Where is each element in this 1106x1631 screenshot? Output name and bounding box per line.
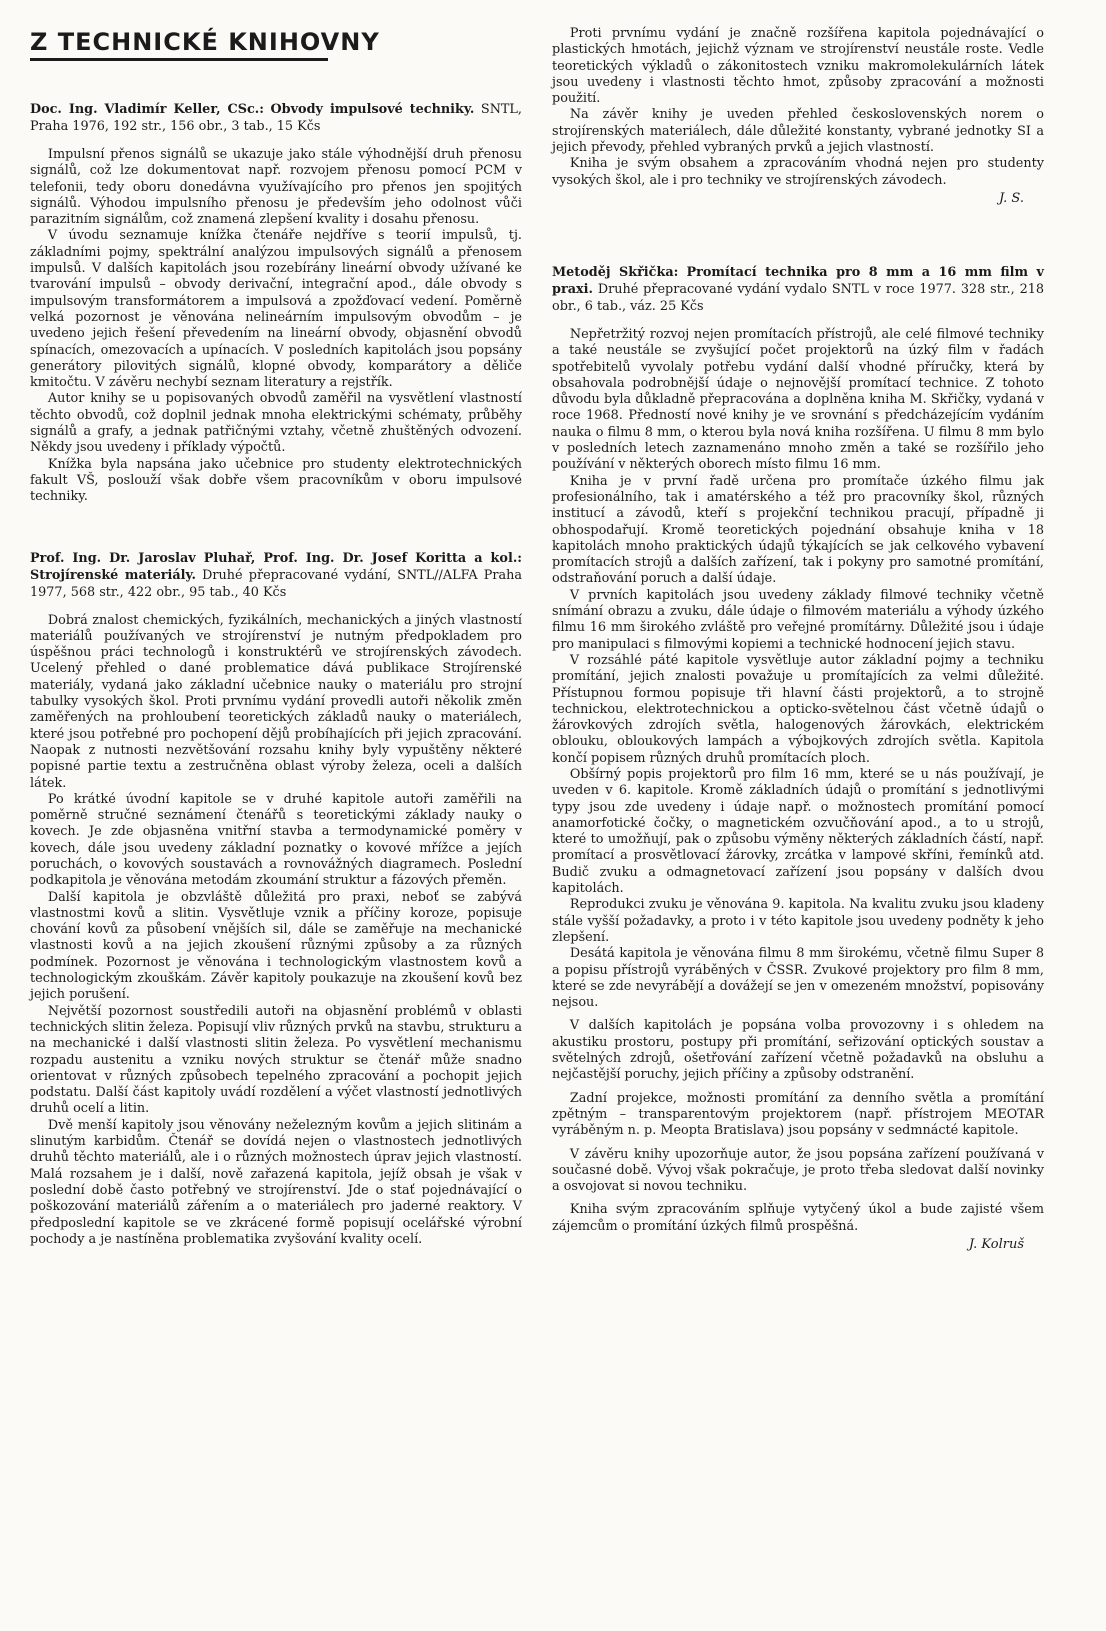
review-title: Obvody impulsové techniky.: [270, 102, 475, 117]
review-body-continued: [552, 26, 1044, 189]
review-paragraph: Další kapitola je obzvláště důležitá pro praxi, neboť se zabývá vlastnostmi kovů a slitin. Vysvětluje vznik a příčiny koroze, popisuje chování kovů za působení vnějších sil, dále se zaměřuje na mechanické vlastnosti kovů a na jejich zkoušení různými způsoby a za různých podmínek. Pozornost je věnována i technologickým vlastnostem kovů a technologickým zkouškám. Závěr kapitoly poukazuje na zkoušení kovů bez jejich porušení.: [30, 889, 522, 1003]
review-title: Strojírenské materiály.: [30, 567, 196, 583]
review-paragraph: Kniha je svým obsahem a zpracováním vhodná nejen pro studenty vysokých škol, ale i pro techniky ve strojírenských závodech.: [552, 156, 1044, 188]
review-body: [30, 613, 522, 1249]
review-paragraph: Největší pozornost soustředili autoři na objasnění problémů v oblasti technických slitin železa. Popisují vliv různých prvků na stavbu, strukturu a na mechanické i další vlastnosti slitin železa. Po vysvětlení mechanismu rozpadu austenitu a vzniku nových struktur se čtenář může snadno orientovat v různých způsobech tepelného zpracování a pochopit jejich podstatu. Další část kapitoly uvádí rozdělení a výčet vlastností jednotlivých druhů ocelí a litin.: [30, 1003, 522, 1117]
review-separator: [30, 506, 522, 550]
review-paragraph: Impulsní přenos signálů se ukazuje jako stále výhodnější druh přenosu signálů, což lze dokumentovat např. rozvojem přenosu pomocí PCM v telefonii, tedy oboru donedávna využívajícího pro přenos jen spojitých signálů. Výhodou impulsního přenosu je především jeho odolnost vůči parazitním signálům, což znamená zlepšení kvality i dosahu přenosu.: [30, 147, 522, 228]
review-signature: J. Kolruš: [968, 1237, 1024, 1252]
review-paragraph: Desátá kapitola je věnována filmu 8 mm širokému, včetně filmu Super 8 a popisu přístrojů vyráběných v ČSSR. Zvukové projektory pro film 8 mm, které se zde nevyrábějí a dovážejí se jen v omezeném množství, popisovány nejsou.: [552, 946, 1044, 1011]
section-title: Z TECHNICKÉ KNIHOVNY: [30, 28, 380, 56]
review-paragraph: Reprodukci zvuku je věnována 9. kapitola. Na kvalitu zvuku jsou kladeny stále vyšší požadavky, a proto i v této kapitole jsou uvedeny podněty k jeho zlepšení.: [552, 897, 1044, 945]
review-signature: J. S.: [998, 190, 1024, 206]
review-paragraph: Kniha svým zpracováním splňuje vytyčený úkol a bude zajisté všem zájemcům o promítání úzkých filmů prospěšná.: [552, 1202, 1044, 1234]
review-paragraph: Na závěr knihy je uveden přehled československých norem o strojírenských materiálech, dále důležité konstanty, vybrané jednotky SI a jejich převody, přehled vybraných prvků a jejich vlastností.: [552, 107, 1044, 156]
review-publication: Druhé přepracované vydání, SNTL//ALFA Praha 1977, 568 str., 422 obr., 95 tab., 40 Kčs: [30, 567, 522, 600]
review-paragraph: Po krátké úvodní kapitole se v druhé kapitole autoři zaměřili na poměrně stručné seznámení čtenářů s teoretickými základy nauky o kovech. Je zde objasněna vnitřní stavba a termodynamické poměry v kovech, dále jsou uvedeny základní poznatky o kovové mřížce a jejích poruchách, o kovových soustavách a rovnovážných diagramech. Poslední podkapitola je věnována metodám zkoumání struktur a fázových přeměn.: [30, 791, 522, 889]
review-paragraph: Autor knihy se u popisovaných obvodů zaměřil na vysvětlení vlastností těchto obvodů, což doplnil jednak mnoha elektrickými schématy, průběhy signálů a grafy, a jednak patřičnými vztahy, včetně zhuštěných odvození. Někdy jsou uvedeny i příklady výpočtů.: [30, 391, 522, 456]
review-heading: [552, 264, 1044, 315]
review-separator: [552, 206, 1044, 264]
right-column: [552, 26, 1044, 1252]
review-paragraph: Nepřetržitý rozvoj nejen promítacích přístrojů, ale celé filmové techniky a také neustále se zvyšující počet projektorů na úzký film v řadách spotřebitelů vyvolaly potřebu vydání další vhodné příručky, která by obsahovala podrobnější údaje o nejnovější promítací technice. Z tohoto důvodu byla důkladně přepracována a doplněna kniha M. Skřičky, vydaná v roce 1968. Předností nové knihy je ve srovnání s předcházejícím vydáním nauka o filmu 8 mm, o kterou byla nová kniha rozšířena. U filmu 8 mm bylo v posledních letech zaznamenáno mnoho změn a také se rozšířilo jeho používání v některých oborech místo filmu 16 mm.: [552, 326, 1044, 473]
review-heading: [30, 101, 522, 135]
review-heading: [30, 550, 522, 601]
review-authors: Metoděj Skřička:: [552, 264, 679, 280]
left-column: [30, 26, 522, 1248]
review-paragraph: Zadní projekce, možnosti promítání za denního světla a promítání zpětným – transparentovým projektorem (např. přístrojem MEOTAR vyráběným n. p. Meopta Bratislava) jsou popsány v sedmnácté kapitole.: [552, 1090, 1044, 1139]
review-title: Promítací technika pro 8 mm a 16 mm film v praxi.: [552, 264, 1044, 297]
review-paragraph: V závěru knihy upozorňuje autor, že jsou popsána zařízení používaná v současné době. Vývoj však pokračuje, je proto třeba sledovat další novinky a osvojovat si novou techniku.: [552, 1146, 1044, 1195]
review-paragraph: Dobrá znalost chemických, fyzikálních, mechanických a jiných vlastností materiálů používaných ve strojírenství je nutným předpokladem pro úspěšnou práci technologů i konstruktérů ve strojírenských závodech. Ucelený přehled o dané problematice dává publikace Strojírenské materiály, vydaná jako základní učebnice nauky o materiálu pro strojní tabulky vysokých škol. Proti prvnímu vydání provedli autoři několik změn zaměřených na prohloubení teoretických základů nauky o materiálech, které jsou potřebné pro pochopení dějů probíhajících při jejich zpracování. Naopak z nutnosti nezvětšování rozsahu knihy byly vypuštěny některé popisné partie textu a zestručněna oblast výroby železa, oceli a dalších látek.: [30, 612, 522, 791]
review-pluhar: [30, 550, 522, 1249]
review-paragraph: V rozsáhlé páté kapitole vysvětluje autor základní pojmy a techniku promítání, jejich znalosti považuje u promítajících za velmi důležité. Přístupnou formou popisuje tři hlavní části projektorů, a to strojně technickou, elektrotechnickou a opticko-světelnou část včetně údajů o žárovkových zdrojích světla, halogenových žárovkách, elektrickém oblouku, obloukových lampách a výbojkových zdrojích světla. Kapitola končí popisem různých druhů promítacích ploch.: [552, 652, 1044, 766]
review-skricka: [552, 264, 1044, 1252]
review-paragraph: Kniha je v první řadě určena pro promítače úzkého filmu jak profesionálního, tak i amatérského a též pro pracovníky škol, různých institucí a závodů, kteří s projekční technikou pracují, případně ji obhospodařují. Kromě teoretických pojednání obsahuje kniha v 18 kapitolách mnoho praktických údajů týkajících se jak celkového vybavení promítacích strojů a dalších zařízení, tak i pokyny pro samotné promítání, odstraňování poruch a další údaje.: [552, 473, 1044, 587]
review-authors: Doc. Ing. Vladimír Keller, CSc.:: [30, 102, 264, 117]
review-paragraph: V dalších kapitolách je popsána volba provozovny i s ohledem na akustiku prostoru, postupy při promítání, seřizování optických soustav a světelných zdrojů, ošetřování zařízení včetně požadavků na obsluhu a nejčastější poruchy, jejich příčiny a způsoby odstranění.: [552, 1018, 1044, 1083]
review-publication: Druhé přepracované vydání vydalo SNTL v roce 1977. 328 str., 218 obr., 6 tab., váz. 25 Kčs: [552, 281, 1044, 314]
review-body: [552, 327, 1044, 1235]
review-paragraph: V prvních kapitolách jsou uvedeny základy filmové techniky včetně snímání obrazu a zvuku, dále údaje o filmovém materiálu a výhody úzkého filmu 16 mm širokého zvláště pro veřejné promítárny. Důležité jsou i údaje pro manipulaci s filmovými kopiemi a technické hodnocení jejich stavu.: [552, 587, 1044, 652]
review-paragraph: V úvodu seznamuje knížka čtenáře nejdříve s teorií impulsů, tj. základními pojmy, spektrální analýzou impulsových signálů a přenosem impulsů. V dalších kapitolách jsou rozebírány lineární obvody užívané ke tvarování impulsů – obvody derivační, integrační apod., dále obvody s impulsovým transformátorem a impulsová a zpožďovací vedení. Poměrně velká pozornost je věnována nelineárním impulsovým obvodům – je uvedeno jejich řešení převedením na lineární obvody, objasnění obvodů spínacích, omezovacích a upínacích. V posledních kapitolách jsou popsány generátory pilovitých signálů, klopné obvody, komparátory a děliče kmitočtu. V závěru nechybí seznam literatury a rejstřík.: [30, 228, 522, 391]
title-underline: [30, 58, 328, 61]
review-keller: [30, 101, 522, 506]
review-paragraph: Proti prvnímu vydání je značně rozšířena kapitola pojednávající o plastických hmotách, jejichž význam ve strojírenství neustále roste. Vedle teoretických výkladů o zákonitostech vzniku makromolekulárních látek jsou uvedeny i vlastnosti těchto hmot, způsoby zpracování a možnosti použití.: [552, 26, 1044, 107]
review-authors: Prof. Ing. Dr. Jaroslav Pluhař, Prof. Ing. Dr. Josef Koritta a kol.:: [30, 550, 522, 566]
review-body: [30, 147, 522, 506]
review-paragraph: Dvě menší kapitoly jsou věnovány neželezným kovům a jejich slitinám a slinutým karbidům. Čtenář se dovídá nejen o vlastnostech jednotlivých druhů těchto materiálů, ale i o různých možnostech úprav jejich vlastností. Malá rozsahem je i další, nově zařazená kapitola, jejíž obsah je však v poslední době často potřebný ve strojírenství. Jde o stať pojednávající o poškozování materiálů zářením a o materiálech pro jaderné reaktory. V předposlední kapitole se ve zkrácené formě popisují ocelářské výrobní pochody a je nastíněna problematika zvyšování kvality ocelí.: [30, 1117, 522, 1247]
review-paragraph: Knížka byla napsána jako učebnice pro studenty elektrotechnických fakult VŠ, poslouží však dobře všem pracovníkům v oboru impulsové techniky.: [30, 456, 522, 505]
review-paragraph: Obšírný popis projektorů pro film 16 mm, které se u nás používají, je uveden v 6. kapitole. Kromě základních údajů o promítání s jednotlivými typy jsou zde uvedeny i údaje např. o možnostech promítání pomocí anamorfotické čočky, o magnetickém ozvučňování apod., a to u strojů, které to umožňují, pak o způsobu výměny některých základních částí, např. promítací a prosvětlovací žárovky, zrcátka v lampové skříni, řemínků atd. Budič zvuku a odmagnetovací zařízení jsou popsány v dalších dvou kapitolách.: [552, 766, 1044, 897]
review-publication: SNTL, Praha 1976, 192 str., 156 obr., 3 tab., 15 Kčs: [30, 102, 522, 134]
